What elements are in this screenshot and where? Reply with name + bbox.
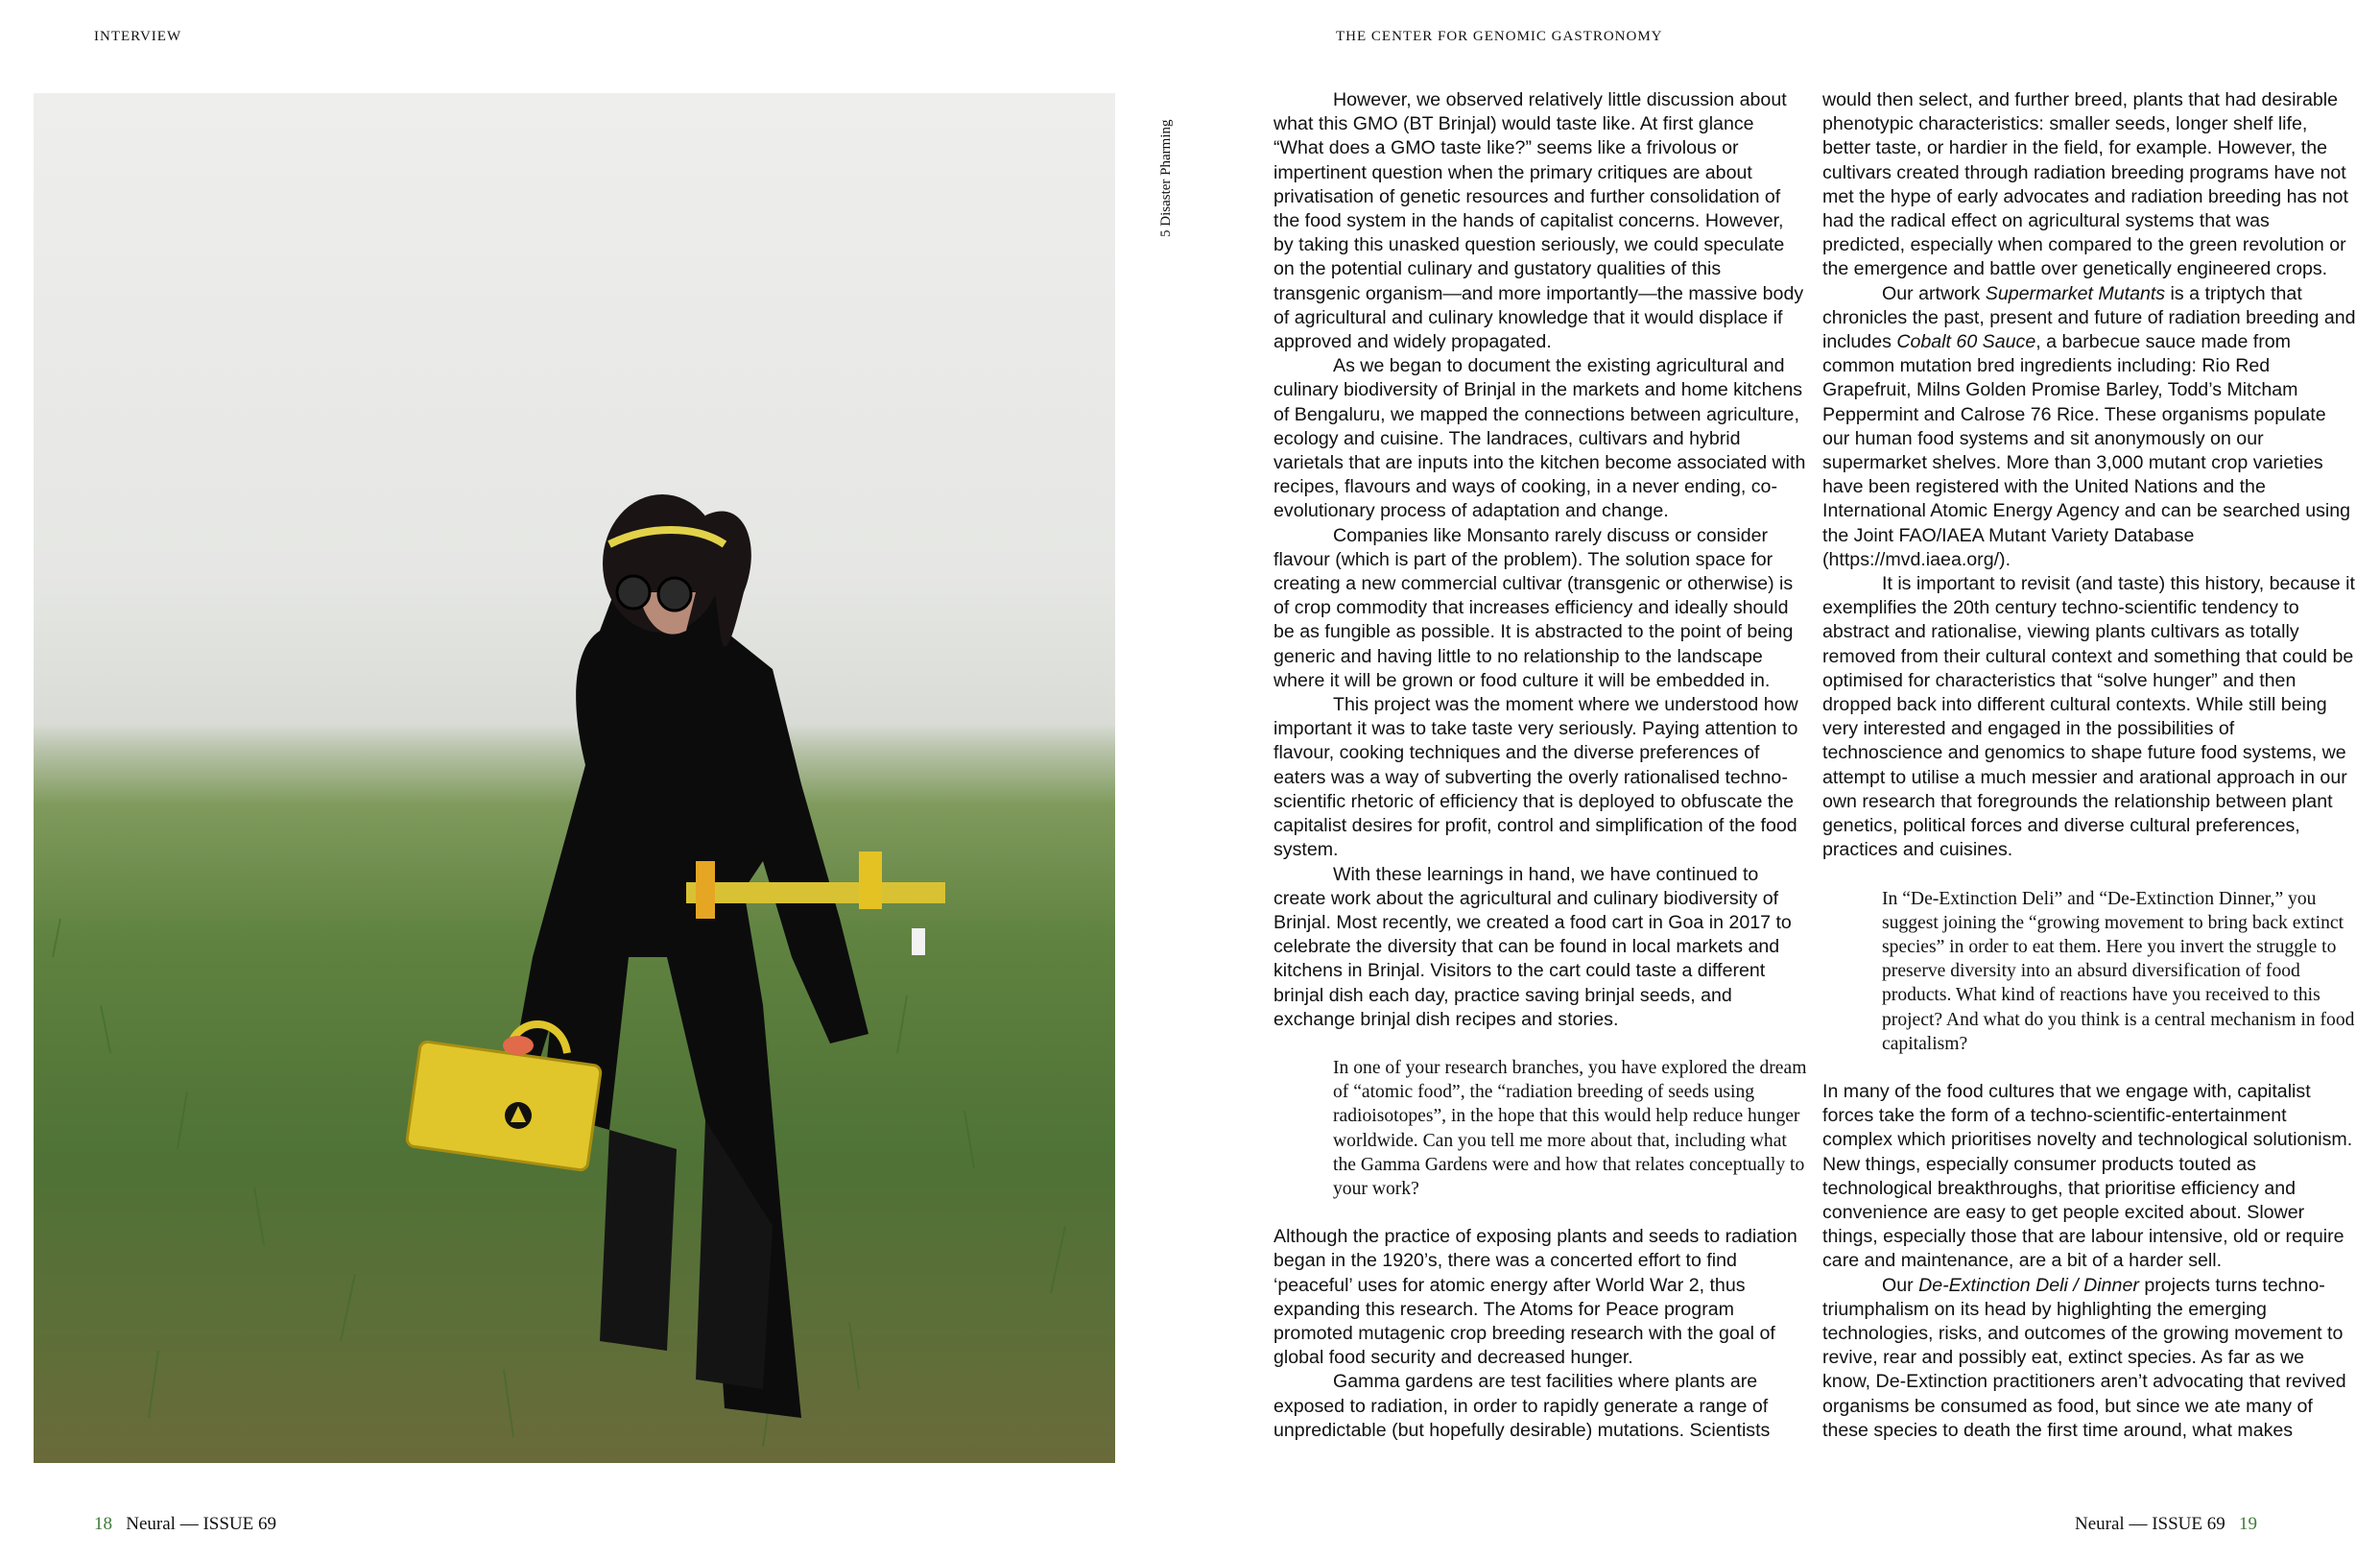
artwork-title: Supermarket Mutants — [1985, 282, 2166, 304]
sidenote-disaster-pharming — [1137, 93, 1174, 237]
paragraph: As we began to document the existing agricultural and culinary biodiversity of Brinjal in the markets and home kitchens of Bengaluru, we mapped the connections between agriculture, ecology and cuisine. The landraces, cultivars and hybrid varietals that are inputs into the kitchen become associated with recipes, flavours and ways of cooking, in a never ending, co-evolutionary process of adaptation and change. — [1273, 355, 1806, 522]
section-label: INTERVIEW — [94, 29, 182, 44]
project-title: De-Extinction Deli / Dinner — [1918, 1274, 2139, 1296]
paragraph: Although the practice of exposing plants and seeds to radiation began in the 1920’s, there was a concerted effort to find ‘peaceful’ uses for atomic energy after World War 2, thus expanding this research. The Atoms for Peace program promoted mutagenic crop breeding research with the goal of global food security and decreased hunger. — [1273, 1226, 1797, 1369]
paragraph: However, we observed relatively little discussion about what this GMO (BT Brinjal) would taste like. At first glance “What does a GMO taste like?” seems like a frivolous or impertinent question when the primary critiques are about privatisation of genetic resources and further consolidation of the food system in the hands of capitalist concerns. However, by taking this unasked question seriously, we could speculate on the potential culinary and gustatory qualities of this transgenic organism—and more importantly—the massive body of agricultural and culinary knowledge that it would displace if approved and widely propagated. — [1273, 89, 1804, 353]
paragraph: Companies like Monsanto rarely discuss or consider flavour (which is part of the problem). The solution space for creating a new commercial cultivar (transgenic or otherwise) is of crop commodity that increases efficiency and ideally should be as fungible as possible. It is abstracted to the point of being generic and having little to no relationship to the landscape where it will be grown or food culture it will be embedded in. — [1273, 524, 1794, 691]
sidenote-text: 5 Disaster Pharming — [1158, 119, 1174, 237]
text-run: is a triptych that chronicles the past, present and future of radiation breeding and includes — [1822, 282, 2356, 353]
paragraph: In many of the food cultures that we engage with, capitalist forces take the form of a techno-scientific-entertainment complex which prioritises novelty and technological solutionism. New things, especially consumer products touted as technological breakthroughs, that prioritise efficiency and convenience are easy to get people excited about. Slower things, especially those that are labour intensive, old or require care and maintenance, are a bit of a harder sell. — [1822, 1080, 2353, 1272]
page-number: 18 — [94, 1514, 112, 1534]
text-run: projects turns techno-triumphalism on its head by highlighting the emerging technologies, risks, and outcomes of the growing movement to revive, rear and possibly eat, extinct species. As far as we know, De-Extinction practitioners aren’t advocating that revived organisms be consumed as food, but since we ate many of these species to death the first time around, what makes — [1822, 1274, 2346, 1441]
paragraph — [1822, 1274, 2356, 1443]
article-column-right — [1822, 88, 2356, 1443]
article-column-left — [1273, 88, 1807, 1443]
paragraph: With these learnings in hand, we have continued to create work about the agricultural and culinary biodiversity of Brinjal. Most recently, we created a food cart in Goa in 2017 to celebrate the diversity that can be found in local markets and kitchens in Brinjal. Visitors to the cart could taste a different brinjal dish each day, practice saving brinjal seeds, and exchange brinjal dish recipes and stories. — [1273, 863, 1792, 1030]
paragraph: This project was the moment where we understood how important it was to take taste very seriously. Paying attention to flavour, cooking techniques and the diverse preferences of eaters was a way of subverting the overly rationalised techno-scientific rhetoric of efficiency that is deployed to obfuscate the capitalist desires for profit, control and simplification of the food system. — [1273, 694, 1798, 861]
interview-question: In one of your research branches, you have explored the dream of “atomic food”, the “radiation breeding of seeds using radioisotopes”, in the hope that this would help reduce hunger worldwide. Can you tell me more about that, including what the Gamma Gardens were and how that relates conceptually to your work? — [1333, 1057, 1807, 1199]
footer-right — [2075, 1514, 2257, 1535]
paragraph: would then select, and further breed, plants that had desirable phenotypic characteristics: smaller seeds, longer shelf life, better taste, or hardier in the field, for example. However, the cultivars created through radiation breeding programs have not met the hype of early advocates and radiation breeding has not had the radical effect on agricultural systems that was predicted, especially when compared to the green revolution or the emergence and battle over genetically engineered crops. — [1822, 89, 2348, 280]
text-run: Our — [1882, 1274, 1919, 1296]
paragraph — [1822, 282, 2356, 572]
running-title: THE CENTER FOR GENOMIC GASTRONOMY — [1336, 29, 1663, 44]
artwork-title: Cobalt 60 Sauce — [1896, 331, 2036, 353]
footer-left — [94, 1514, 276, 1535]
text-run: , a barbecue sauce made from common mutation bred ingredients including: Rio Red Grapefruit, Milns Golden Promise Barley, Todd’s Mitcham Peppermint and Calrose 76 Rice. These organisms populate our human food systems and sit anonymously on our supermarket shelves. More than 3,000 mutant crop varieties have been registered with the United Nations and the International Atomic Energy Agency and can be searched using the Joint FAO/IAEA Mutant Variety Database (https://mvd.iaea.org/). — [1822, 331, 2351, 570]
photo-woman-in-field — [34, 93, 1115, 1463]
magazine-issue: Neural — ISSUE 69 — [2075, 1514, 2225, 1534]
magazine-issue: Neural — ISSUE 69 — [126, 1514, 276, 1534]
page-number: 19 — [2239, 1514, 2257, 1534]
text-run: Our artwork — [1882, 282, 1986, 304]
interview-question: In “De-Extinction Deli” and “De-Extinction Dinner,” you suggest joining the “growing movement to bring back extinct species” in order to eat them. Here you invert the struggle to preserve diversity into an absurd diversification of food products. What kind of reactions have you received to this project? And what do you think is a central mechanism in food capitalism? — [1882, 888, 2355, 1054]
paragraph: It is important to revisit (and taste) this history, because it exemplifies the 20th century techno-scientific tendency to abstract and rationalise, viewing plants cultivars as totally removed from their cultural context and something that could be optimised for characteristics that “solve hunger” and then dropped back into different cultural contexts. While still being very interested and engaged in the possibilities of technoscience and genomics to shape future food systems, we attempt to utilise a much messier and arational approach in our own research that foregrounds the relationship between plant genetics, political forces and diverse cultural preferences, practices and cuisines. — [1822, 573, 2355, 861]
paragraph: Gamma gardens are test facilities where plants are exposed to radiation, in order to rapidly generate a range of unpredictable (but hopefully desirable) mutations. Scientists — [1273, 1371, 1771, 1441]
